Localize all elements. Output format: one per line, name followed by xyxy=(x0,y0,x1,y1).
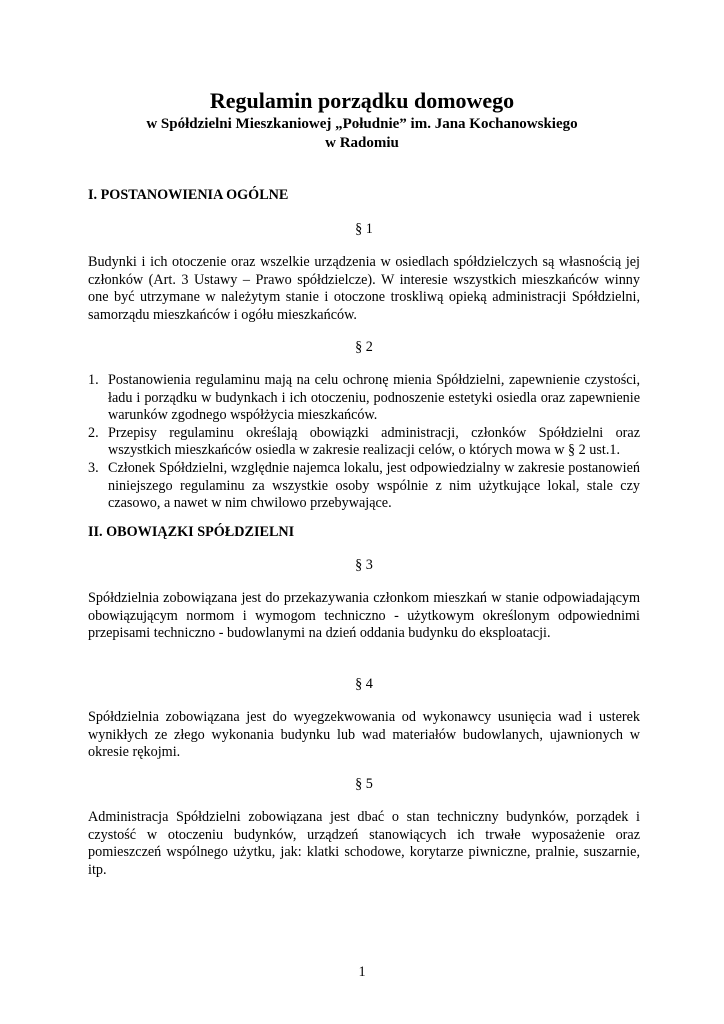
list-item-text: Przepisy regulaminu określają obowiązki administracji, członków Spółdzielni oraz wszystkich mieszkańców osiedla w zakresie realizacji celów, o których mowa w § 2 ust.1. xyxy=(108,424,640,459)
list-item-number: 1. xyxy=(88,372,99,388)
list-item-text: Członek Spółdzielni, względnie najemca lokalu, jest odpowiedzialny w zakresie postanowień niniejszego regulaminu za wszystkie osoby wspólnie z nim użytkujące lokal, stale czy czasowo, a nawet w nim chwilowo przebywające. xyxy=(108,459,640,512)
paragraph-number: § 1 xyxy=(355,221,373,237)
page-number: 1 xyxy=(358,964,366,980)
paragraph-text: Budynki i ich otoczenie oraz wszelkie urządzenia w osiedlach spółdzielczych są własnością jej członków (Art. 3 Ustawy – Prawo spółdzielcze). W interesie wszystkich mieszkańców winny one być utrzymane w należytym stanie i otoczone troskliwą opieką administracji Spółdzielni, samorządu mieszkańców i ogółu mieszkańców. xyxy=(88,254,640,323)
section-heading: II. OBOWIĄZKI SPÓŁDZIELNI xyxy=(88,524,295,540)
paragraph-text: Spółdzielnia zobowiązana jest do wyegzekwowania od wykonawcy usunięcia wad i usterek wynikłych ze złego wykonania budynku lub wad materiałów budowlanych, ujawnionych w okresie rękojmi. xyxy=(88,709,640,761)
list-item-text: Postanowienia regulaminu mają na celu ochronę mienia Spółdzielni, zapewnienie czystości, ładu i porządku w budynkach i ich otoczeniu, podnoszenie estetyki osiedla oraz zapewnienie warunków zgodnego współżycia mieszkańców. xyxy=(108,372,640,424)
section-heading: I. POSTANOWIENIA OGÓLNE xyxy=(88,187,289,203)
paragraph-number: § 2 xyxy=(355,339,373,355)
paragraph-text: Administracja Spółdzielni zobowiązana jest dbać o stan techniczny budynków, porządek i czystość w otoczeniu budynków, urządzeń stanowiących ich trwałe wyposażenie oraz pomieszczeń wspólnego użytku, jak: klatki schodowe, korytarze piwniczne, pralnie, suszarnie, itp. xyxy=(88,809,640,878)
paragraph-text: Spółdzielnia zobowiązana jest do przekazywania członkom mieszkań w stanie odpowiadającym obowiązującym normom i wymogom techniczno - użytkowym określonym odpowiednimi przepisami techniczno - budowlanymi na dzień oddania budynku do eksploatacji. xyxy=(88,590,640,642)
document-title: Regulamin porządku domowego xyxy=(209,88,515,113)
document-subtitle xyxy=(80,115,644,153)
subtitle-line-2: w Radomiu xyxy=(325,135,399,151)
list-item-number: 2. xyxy=(88,424,99,441)
list-item xyxy=(88,460,640,513)
paragraph-number: § 4 xyxy=(355,676,373,692)
list-item-number: 3. xyxy=(88,459,99,476)
paragraph-number: § 5 xyxy=(355,776,373,792)
list-item xyxy=(88,372,640,425)
subtitle-line-1: w Spółdzielni Mieszkaniowej „Południe” im. Jana Kochanowskiego xyxy=(146,116,578,132)
list-item xyxy=(88,425,640,460)
paragraph-number: § 3 xyxy=(355,557,373,573)
numbered-list xyxy=(88,372,640,513)
